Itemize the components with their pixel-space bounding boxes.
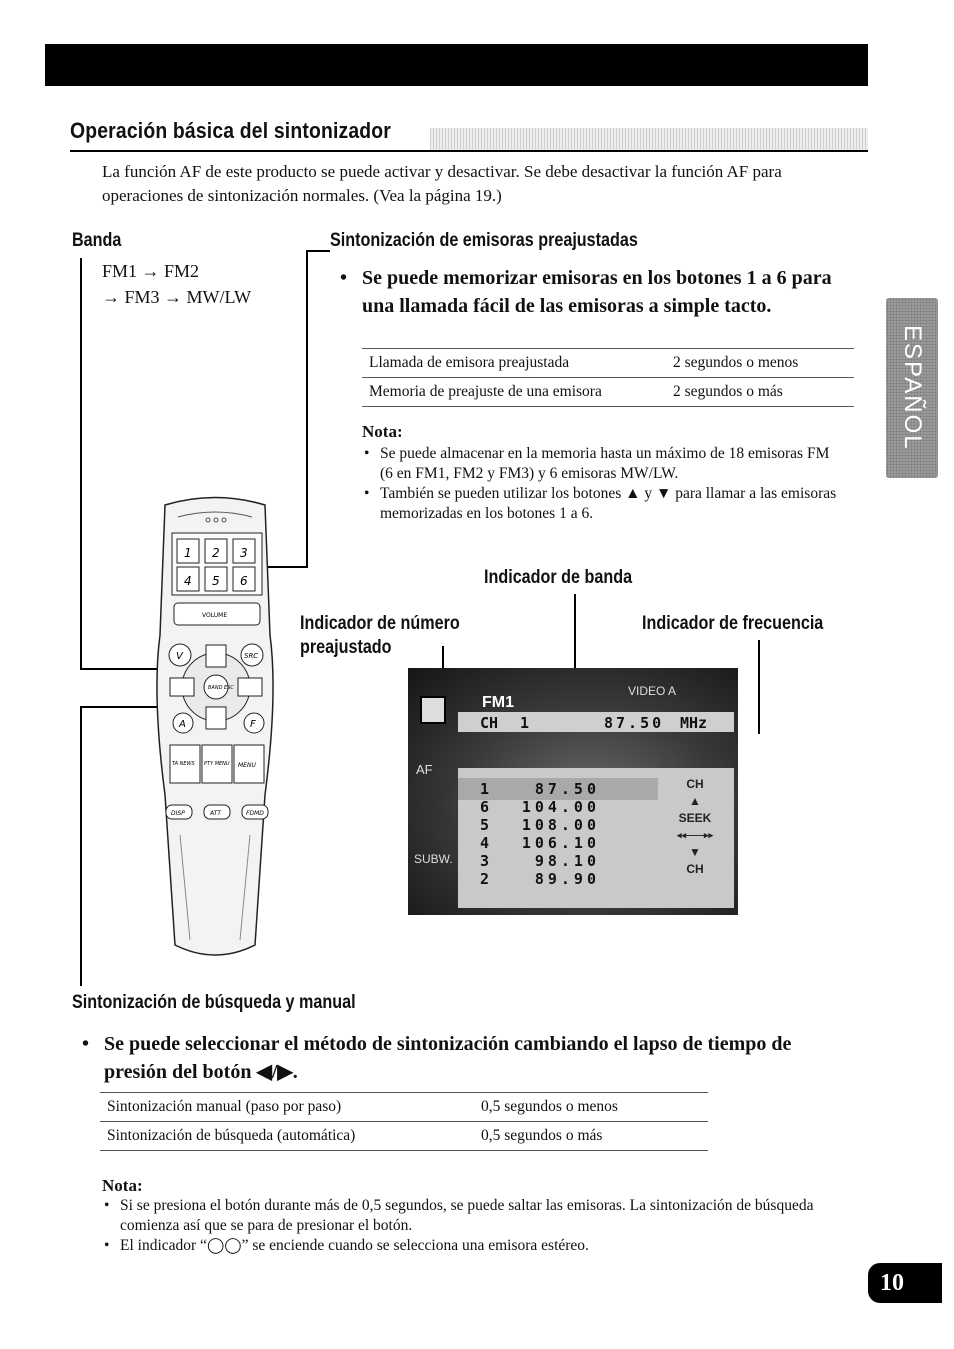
table-cell: Memoria de preajuste de una emisora — [362, 378, 666, 407]
table-cell: 0,5 segundos o más — [474, 1122, 708, 1151]
remote-btn-3: 3 — [240, 546, 248, 560]
seek-heading: Sintonización de búsqueda y manual — [72, 992, 356, 1013]
list-item: 104.00 — [521, 798, 600, 816]
table-cell: Sintonización de búsqueda (automática) — [100, 1122, 474, 1151]
language-tab-label — [888, 302, 936, 474]
remote-src: SRC — [244, 652, 259, 660]
list-item: ◂◂——▸▸ — [676, 830, 714, 840]
list-item: • El indicador “◯◯” se enciende cuando se selecciona una emisora estéreo. — [100, 1236, 840, 1256]
seek-notes — [100, 1196, 840, 1256]
seek-connector — [80, 706, 82, 986]
remote-btn-1: 1 — [184, 546, 192, 560]
list-item: ▲ — [689, 794, 701, 808]
list-item: 3 — [480, 852, 490, 870]
banda-line-1: FM1 → FM2 — [102, 261, 200, 281]
list-item: CH — [686, 862, 704, 876]
list-item: 108.00 — [521, 816, 600, 834]
remote-control-illustration — [150, 495, 280, 965]
band-indicator-label: Indicador de banda — [484, 567, 633, 588]
list-item: CH — [686, 777, 704, 791]
remote-att: ATT — [210, 810, 221, 817]
banda-connector — [80, 258, 82, 670]
frequency-line — [758, 640, 760, 734]
remote-btn-6: 6 — [240, 574, 248, 588]
list-item: 98.10 — [534, 852, 600, 870]
remote-v: V — [176, 651, 183, 662]
preset-nota-label: Nota: — [362, 422, 403, 441]
display-subw: SUBW. — [414, 852, 453, 866]
table-cell: Llamada de emisora preajustada — [362, 349, 666, 378]
display-seek-controls — [670, 776, 720, 878]
tuner-display — [408, 668, 738, 915]
list-item: 6 — [480, 798, 490, 816]
remote-btn-2: 2 — [212, 546, 220, 560]
list-item: • Se puede almacenar en la memoria hasta un máximo de 18 emisoras FM (6 en FM1, FM2 y FM3) y 6 emisoras MW/LW. — [360, 444, 840, 484]
preset-heading: Sintonización de emisoras preajustadas — [330, 230, 638, 251]
seek-bullet — [82, 1030, 824, 1086]
display-preset-numbers — [480, 780, 489, 888]
remote-btn-4: 4 — [184, 574, 192, 588]
intro-paragraph: La función AF de este producto se puede activar y desactivar. Se debe desactivar la función AF para operaciones de sintonización normales. (Vea la página 19.) — [102, 162, 782, 205]
frequency-label: Indicador de frecuencia — [642, 613, 824, 634]
title-shade — [430, 128, 868, 150]
list-item: • También se pueden utilizar los botones ▲ y ▼ para llamar a las emisoras memorizadas en los botones 1 a 6. — [360, 484, 840, 524]
table-row — [362, 349, 854, 378]
stereo-icon — [420, 696, 446, 724]
bullet-dot: • — [340, 267, 348, 289]
remote-menu: MENU — [238, 762, 256, 769]
remote-volume-label: VOLUME — [202, 612, 228, 619]
preset-bullet — [340, 264, 862, 320]
preset-bullet-text: Se puede memorizar emisoras en los botones 1 a 6 para una llamada fácil de las emisoras a simple tacto. — [362, 267, 832, 317]
title-rule — [70, 150, 868, 152]
page-number: 10 — [868, 1263, 942, 1303]
header-bar — [45, 44, 868, 86]
preset-table — [362, 348, 854, 407]
table-cell: 0,5 segundos o menos — [474, 1093, 708, 1122]
list-item: 87.50 — [534, 780, 600, 798]
language-tab-text: ESPAÑOL — [899, 325, 926, 451]
banda-line-2: → FM3 → MW/LW — [102, 287, 252, 307]
remote-pty: PTY MENU — [204, 761, 230, 767]
bullet-dot: • — [82, 1033, 90, 1055]
remote-ta: TA NEWS — [172, 761, 195, 767]
list-item: 2 — [480, 870, 490, 888]
table-cell: 2 segundos o menos — [666, 349, 854, 378]
display-preset-frequencies — [520, 780, 600, 888]
preset-number-label: Indicador de número preajustado — [300, 613, 460, 658]
list-item: 4 — [480, 834, 490, 852]
remote-f: F — [250, 719, 256, 730]
remote-fdmd: FDMD — [246, 810, 264, 817]
list-item: ▼ — [689, 845, 701, 859]
list-item: 89.90 — [534, 870, 600, 888]
list-item: 5 — [480, 816, 490, 834]
list-item: 1 — [480, 780, 490, 798]
banda-heading: Banda — [72, 230, 122, 251]
display-source: VIDEO A — [628, 684, 677, 698]
remote-a: A — [179, 719, 186, 730]
list-item: • Si se presiona el botón durante más de 0,5 segundos, se puede saltar las emisoras. La sintonización de búsqueda comienza así que se para de presionar el botón. — [100, 1196, 840, 1236]
display-freq: 87.50 — [604, 714, 665, 732]
display-ch-label: CH — [480, 714, 499, 732]
table-row — [362, 378, 854, 407]
preset-connector-top — [306, 250, 330, 252]
preset-notes — [360, 444, 840, 524]
list-item: SEEK — [678, 811, 712, 825]
table-cell: 2 segundos o más — [666, 378, 854, 407]
banda-sequence — [102, 258, 251, 310]
table-row — [100, 1093, 708, 1122]
section-title: Operación básica del sintonizador — [70, 118, 392, 143]
display-band: FM1 — [482, 694, 514, 711]
preset-connector — [306, 250, 308, 568]
display-unit: MHz — [680, 714, 708, 732]
list-item: 106.10 — [521, 834, 600, 852]
remote-btn-5: 5 — [212, 574, 220, 588]
remote-band: BAND ESC — [208, 685, 234, 691]
display-af: AF — [416, 762, 433, 777]
table-cell: Sintonización manual (paso por paso) — [100, 1093, 474, 1122]
seek-bullet-text: Se puede seleccionar el método de sintonización cambiando el lapso de tiempo de presión del botón ◀/▶. — [104, 1033, 792, 1083]
table-row — [100, 1122, 708, 1151]
seek-nota-label: Nota: — [102, 1176, 143, 1195]
seek-table — [100, 1092, 708, 1151]
remote-disp: DISP — [171, 810, 185, 817]
display-ch: 1 — [520, 714, 530, 732]
